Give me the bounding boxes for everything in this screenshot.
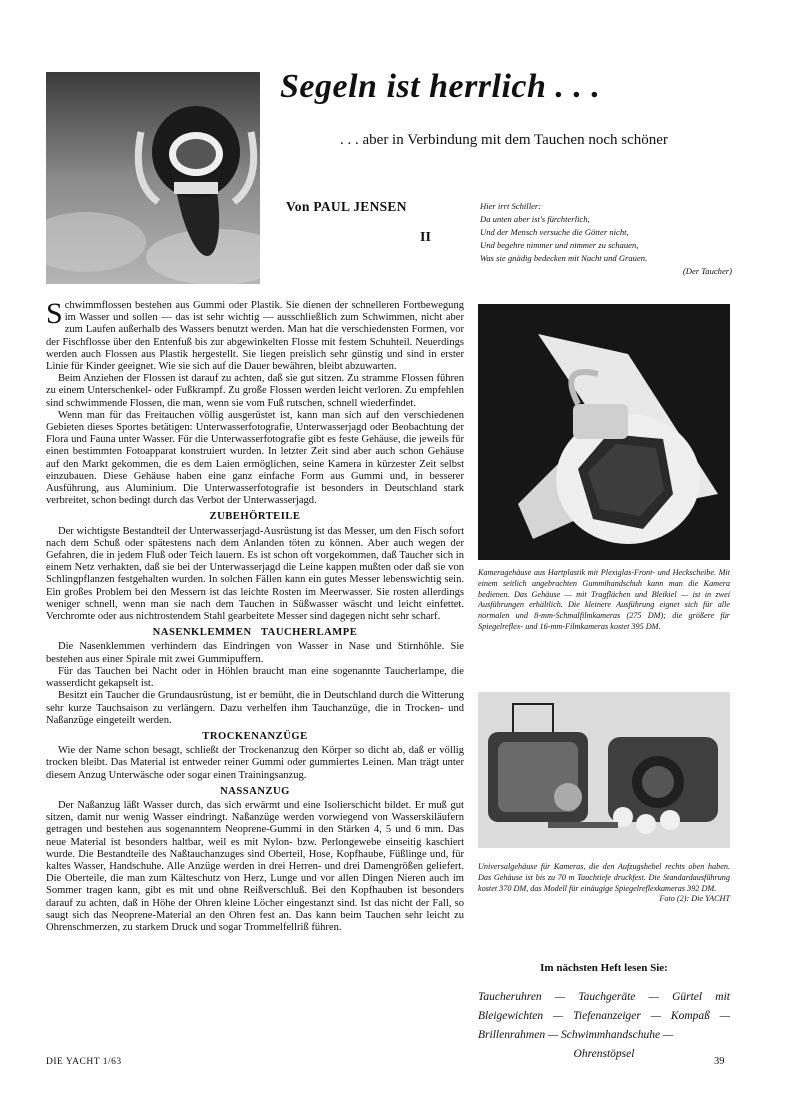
paragraph: Der Naßanzug läßt Wasser durch, das sich erwärmt und eine Isolierschicht bildet. Er muß gut sitzen, damit nur wenig Wasser eindringt. Naßanzüge werden vorwiegend von Wasserskiläufern getragen und bestehen aus sogenanntem Neoprene-Gummi in den Stärken 4, 5 und 6 mm. Das neue Material ist besonders haltbar, weil es mit Nylon- bzw. Perlongewebe einseitig kaschiert wurde. Die Bestandteile des Naßtauchanzuges sind Oberteil, Hose, Kopfhaube, Füßlinge und, für kaltes Wasser, Handschuhe. Alle Anzüge werden in drei Herren- und drei Damengrößen geliefert. Die Oberteile, die man zum Kälteschutz von Herz, Lunge und vor allen Dingen Nieren auch im Sommer tragen kann, gibt es mit und ohne Reißverschluß. Bei den Kopfhauben ist besonders darauf zu achten, daß in Höhe der Ohren kleine Löcher eingestanzt sind. Ist das nicht der Fall, so saugt sich das Neoprene-Material an den Ohren fest an. Das kann beim Tauchen sehr leicht zu Ohrenschmerzen, zu starkem Druck und sogar Trommelfellriß führen. — [46, 799, 464, 933]
part-number: II — [420, 230, 431, 245]
section-heading: ZUBEHÖRTEILE — [209, 511, 301, 523]
next-issue-last-item: Ohrenstöpsel — [573, 1048, 635, 1060]
article-body — [46, 297, 464, 934]
next-issue-title: Im nächsten Heft lesen Sie: — [540, 962, 668, 974]
photo-credit: Foto (2): Die YACHT — [659, 894, 730, 904]
paragraph: Wenn man für das Freitauchen völlig ausgerüstet ist, kann man sich auf den verschiedenen Gebieten dieses Sportes betätigen: Unterwasserfotografie, Unterwasserjagd oder Beobachtung der Flora und Fauna unter Wasser. Für die Unterwasserfotografie gibt es feste Gehäuse, die jeweils für einen bestimmten Fotoapparat konstruiert wurden. In letzter Zeit sind aber auch schon Gehäuse auf den Markt gekommen, die es dem Laien ermöglichen, seine Kamera in kürzester Zeit selbst einzubauen. Diese Gehäuse haben eine ganz einfache Form aus Gummi und, in besserer Ausführung, aus Aluminium. Die Unterwasserfotografie ist besonders in Deutschland stark verbreitet, schon bedingt durch das Verbot der Unterwasserjagd. — [46, 409, 464, 507]
quote-line: Und begehre nimmer und nimmer zu schauen, — [480, 240, 639, 250]
universal-housing-photo — [478, 692, 730, 848]
byline: Von PAUL JENSEN — [286, 199, 407, 214]
paragraph: Wie der Name schon besagt, schließt der Trockenanzug den Körper so dicht ab, daß er völlig trocken bleibt. Das Material ist entweder reiner Gummi oder gummiertes Leinen. Man trägt unter diesem Anzug Unterwäsche oder sogar einen Trainingsanzug. — [46, 745, 464, 781]
quote-line: Da unten aber ist's fürchterlich, — [480, 214, 590, 224]
paragraph: Für das Tauchen bei Nacht oder in Höhlen braucht man eine sogenannte Taucherlampe, die wasserdicht gekapselt ist. — [46, 665, 464, 690]
section-heading: NASSANZUG — [220, 785, 290, 797]
article-subtitle: . . . aber in Verbindung mit dem Tauchen noch schöner — [340, 132, 668, 148]
section-heading: TROCKENANZÜGE — [202, 730, 308, 742]
next-issue-items: Taucheruhren — Tauchgeräte — Gürtel mit Bleigewichten — Tiefenanzeiger — Kompaß — Brillenrahmen — Schwimmhandschuhe — Ohrenstöpsel — [478, 988, 730, 1064]
schiller-quote — [480, 200, 732, 278]
paragraph: Beim Anziehen der Flossen ist darauf zu achten, daß sie gut sitzen. Zu stramme Flossen führen zu einem Unterschenkel- oder Fußkrampf. Zu große Flossen werden leicht verloren. Zu empfehlen sind schwimmende Flossen, die man, wenn sie vom Fuß rutschen, schnell wiederfindet. — [46, 373, 464, 409]
camera-housing-photo — [478, 304, 730, 560]
diver-photo — [46, 72, 260, 284]
quote-line: Was sie gnädig bedecken mit Nacht und Grauen. — [480, 253, 648, 263]
paragraph: Besitzt ein Taucher die Grundausrüstung, ist er bemüht, die in Deutschland durch die Witterung sehr kurze Tauchsaison zu verlängern. Dazu verhelfen ihm Tauchanzüge, die in Trocken- und Naßanzüge eingeteilt werden. — [46, 690, 464, 726]
section-heading: NASENKLEMMEN TAUCHERLAMPE — [152, 627, 358, 639]
paragraph: Die Nasenklemmen verhindern das Eindringen von Wasser in Nase und Stirnhöhle. Sie bestehen aus einer Spirale mit zwei Gummipuffern. — [46, 641, 464, 665]
quote-line: Hier irrt Schiller: — [480, 201, 542, 211]
housing-caption: Kameragehäuse aus Hartplastik mit Plexiglas-Front- und Heckscheibe. Mit einem seitlich angebrachten Gummihandschuh kann man die Kamera bedienen. Das Gehäuse — mit Tragflächen und Bleikiel — ist in zwei Ausführungen erhältlich. Die kleinere Ausführung eignet sich für alle normalen und 8-mm-Schmalfilmkameras (275 DM); die größere für Spiegelreflex- und 16-mm-Filmkameras kostet 395 DM. — [478, 568, 730, 631]
drop-cap: S — [46, 297, 63, 330]
intro-paragraph: Schwimmflossen bestehen aus Gummi oder Plastik. Sie dienen der schnelleren Fortbewegung im Wasser und sollen — das ist sehr wichtig — ausschließlich zum Schwimmen, nicht aber zum Laufen außerhalb des Wassers benutzt werden. Man hat die verschiedensten Formen, vor der Fischflosse über den Entenfuß bis zur abgewinkelten Flosse mit festem Schuhteil. Neuerdings werden auch Flossen aus Plastik hergestellt. Sie liegen preislich sehr günstig und sind in erster Linie für Kinder geeignet. Wie sie sich auf die Dauer bewähren, bleibt abzuwarten. — [46, 297, 464, 373]
universal-caption: Universalgehäuse für Kameras, die den Aufzugshebel rechts oben haben. Das Gehäuse ist bis zu 70 m Tauchtiefe druckfest. Die Standardausführung kostet 370 DM, das Modell für einäugige Spiegelreflexkameras 392 DM. Foto (2): Die YACHT — [478, 862, 730, 904]
article-title: Segeln ist herrlich . . . — [280, 68, 601, 105]
quote-line: Und der Mensch versuche die Götter nicht, — [480, 227, 629, 237]
paragraph: Der wichtigste Bestandteil der Unterwasserjagd-Ausrüstung ist das Messer, um den Fisch sofort nach dem Schuß oder spätestens nach dem Anlanden töten zu können. Aber auch wegen der Gefahren, die in jedem Fluß oder Teich lauern. Es ist schon oft vorgekommen, daß Taucher sich in einem Netz verhakten, daß sie bei der Unterwasserjagd die Leine kappen mußten oder daß sie von Schlingpflanzen festgehalten wurden. In solchen Fällen kann ein gutes Messer lebenswichtig sein. Ein großes Problem bei den Messern ist das leichte Rosten im Meerwasser. Sie rosten allerdings weniger schnell, wenn man sie nach dem Tauchen in Süßwasser wäscht und leicht einfettet. Verchromte oder aus nichtrostendem Stahl gearbeitete Messer sind dagegen nicht sehr scharf. — [46, 525, 464, 623]
page-number: 39 — [714, 1056, 725, 1067]
quote-source: (Der Taucher) — [682, 266, 732, 276]
magazine-issue: DIE YACHT 1/63 — [46, 1057, 122, 1067]
